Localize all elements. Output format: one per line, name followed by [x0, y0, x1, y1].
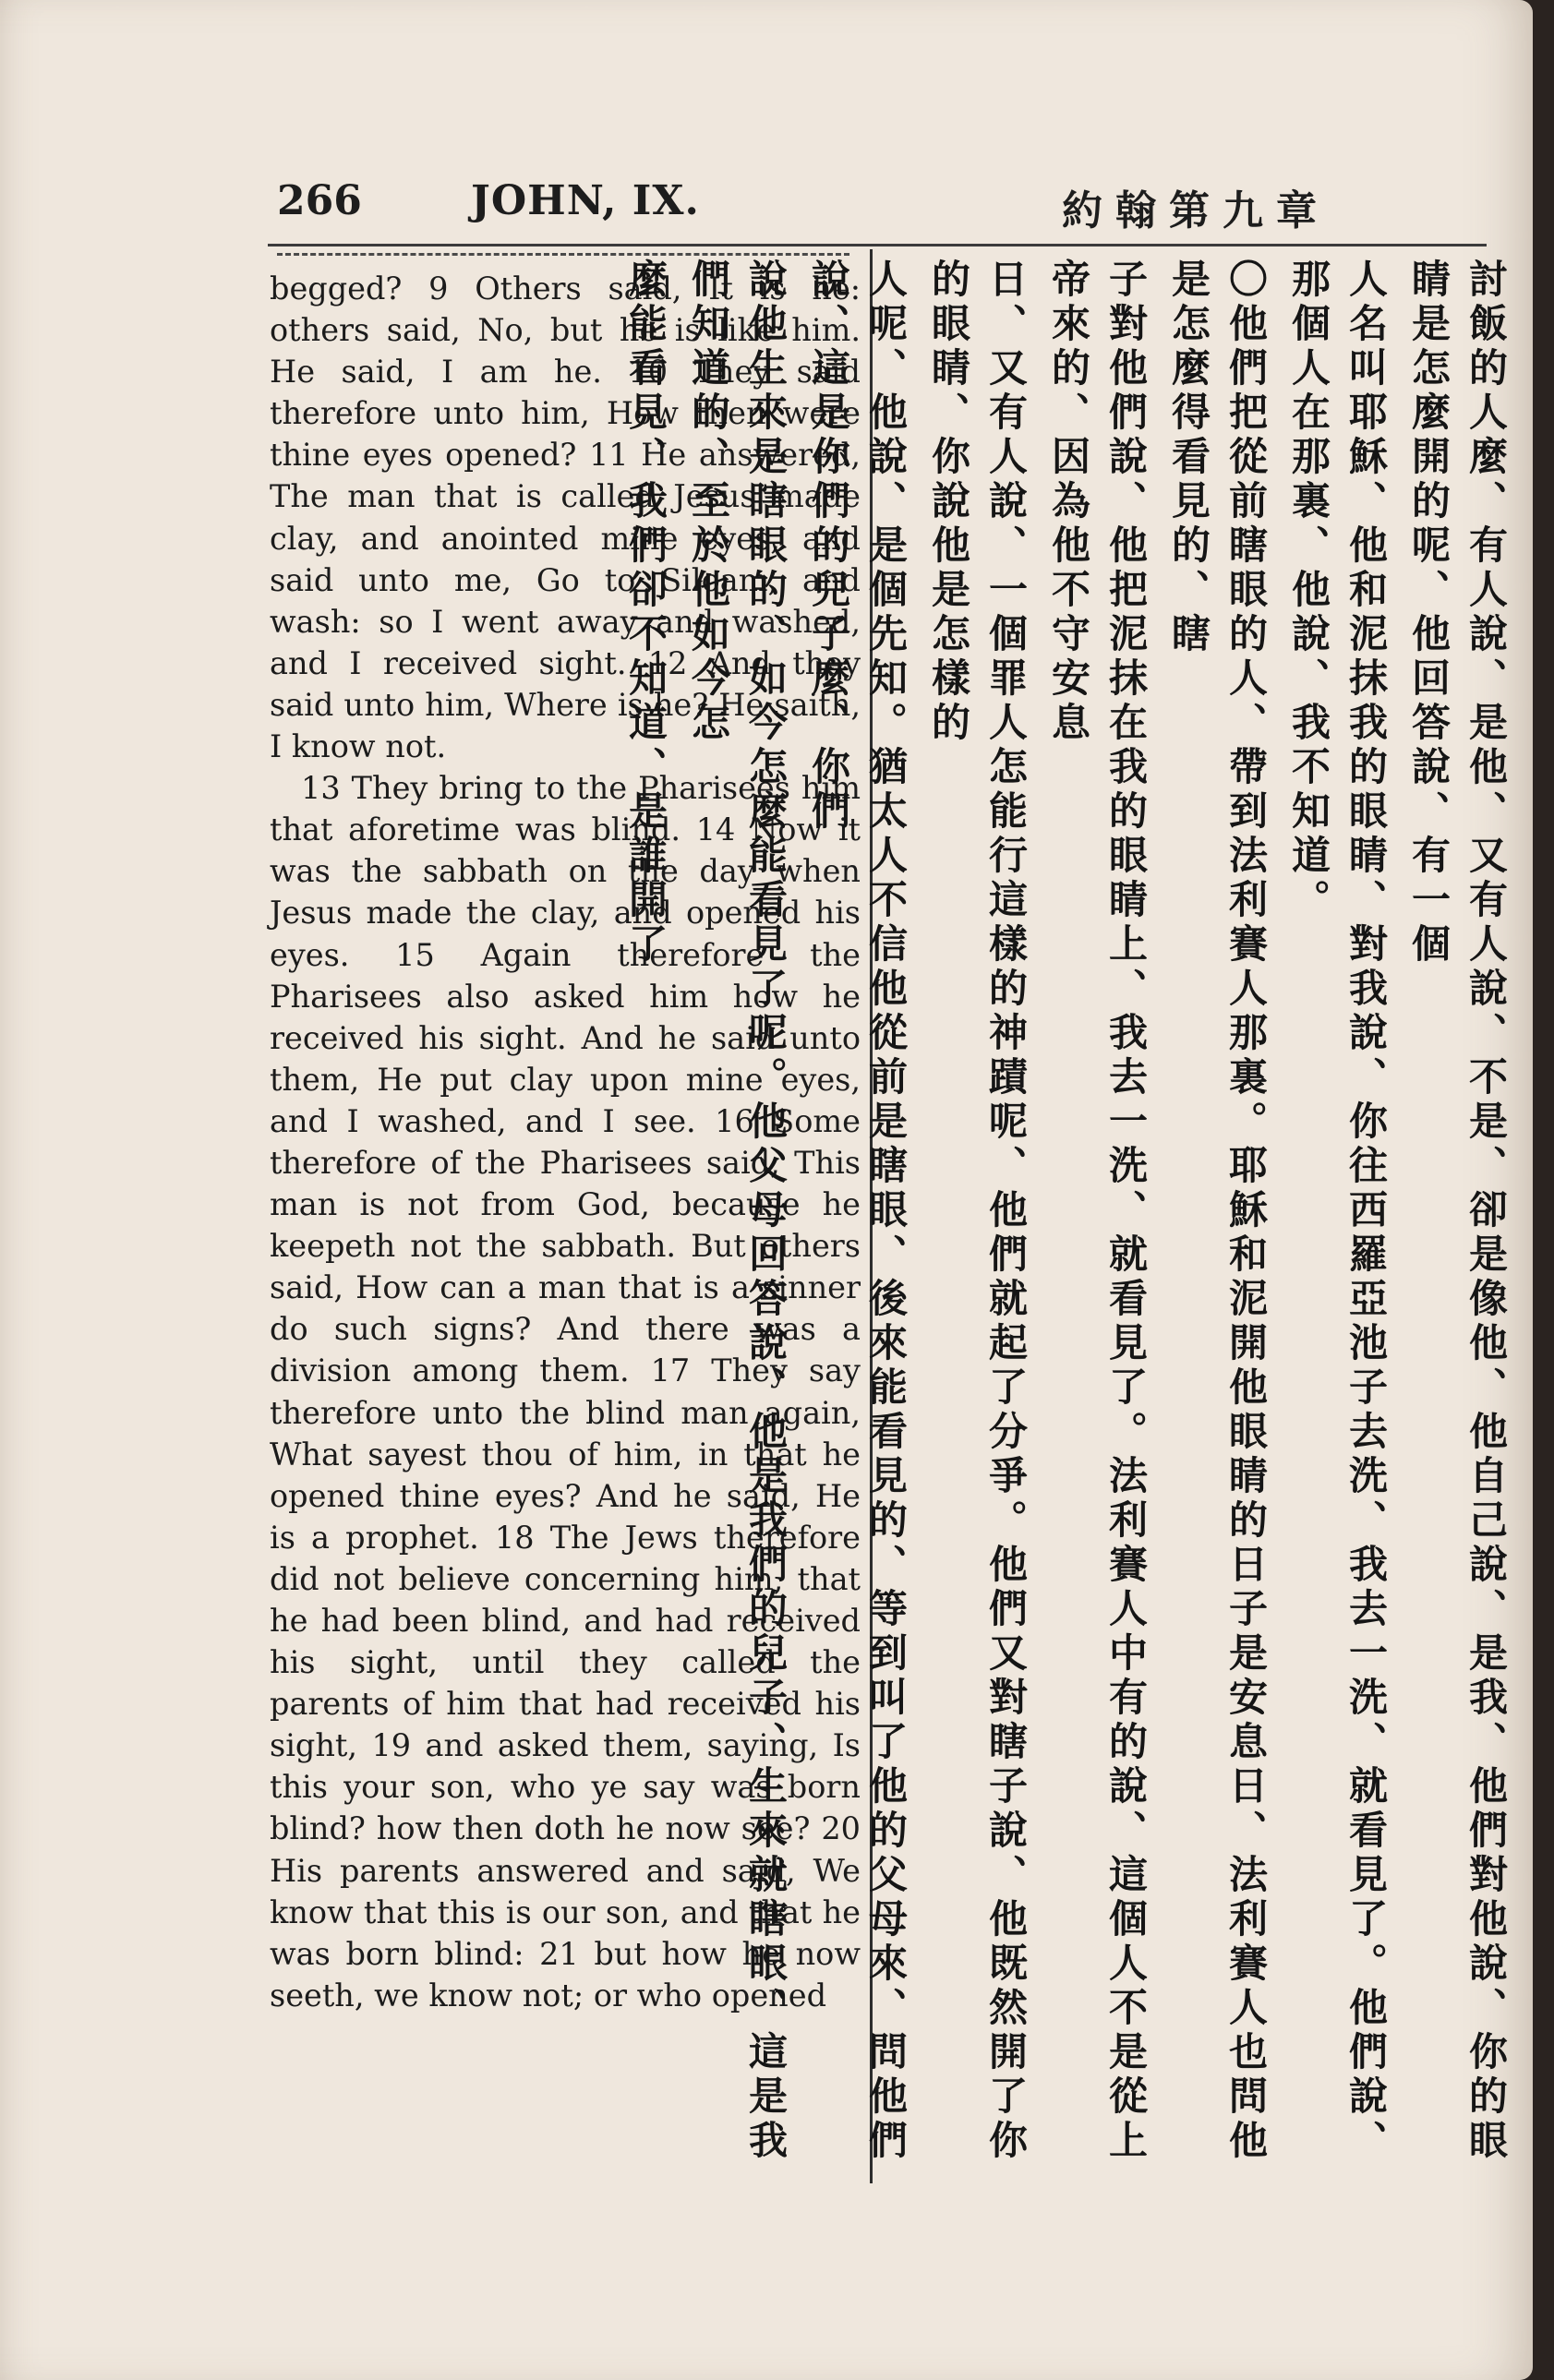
- chinese-line: 人呢、他說、是個先知。猶太人不信他從前是瞎眼、後來能看見的、等到叫了他的父母來、問他們說、這是你們的兒子麼、你們: [806, 258, 909, 2164]
- running-title-english: JOHN, IX.: [471, 177, 700, 224]
- header-rule: [268, 244, 1487, 246]
- chinese-line: 日、又有人說、一個罪人怎能行這樣的神蹟呢、他們就起了分爭。他們又對瞎子說、他既然開了你的眼睛、你說他是怎樣的: [926, 258, 1029, 2164]
- chinese-text-column: [623, 258, 1514, 2197]
- running-header: [277, 177, 1487, 233]
- chinese-line: 人名叫耶穌、他和泥抹我的眼睛、對我說、你往西羅亞池子去洗、我去一洗、就看見了。他們說、那個人在那裏、他說、我不知道。: [1286, 258, 1389, 2164]
- chinese-line: 〇他們把從前瞎眼的人、帶到法利賽人那裏。耶穌和泥開他眼睛的日子是安息日、法利賽人也問他是怎麼得看見的、瞎: [1166, 258, 1269, 2164]
- chinese-line: 子對他們說、他把泥抹在我的眼睛上、我去一洗、就看見了。法利賽人中有的說、這個人不是從上帝來的、因為他不守安息: [1046, 258, 1149, 2164]
- english-paragraph: begged? 9 Others said, It is he: others said, No, but he is like him. He said, I am he. 10 They said therefore unto him, How then were thine eyes opened? 11 He answered, The man that is called Jesus made clay, and anointed mine eyes, and said unto me, Go to Siloam, and wash: so I went away and washed, and I received sight. 12 And they said unto him, Where is he? He saith, I know not.: [270, 270, 861, 765]
- header-rule-dashed: [277, 253, 849, 256]
- page-number: 266: [277, 177, 362, 224]
- english-paragraph: 13 They bring to the Pharisees him that aforetime was blind. 14 Now it was the sabbath on the day when Jesus made the clay, and opened his eyes. 15 Again therefore the Pharisees also asked him how he received his sight. And he said unto them, He put clay upon mine eyes, and I washed, and I see. 16 Some therefore of the Pharisees said, This man is not from God, because he keepeth not the sabbath. But others said, How can a man that is a sinner do such signs? And there was a division among them. 17 They say therefore unto the blind man again, What sayest thou of him, in that he opened thine eyes? And he said, He is a prophet. 18 The Jews therefore did not believe concerning him, that he had been blind, and had received his sight, until they called the parents of him that had received his sight, 19 and asked them, saying, Is this your son, who ye say was born blind? how then doth he now see? 20 His parents answered and said, We know that this is our son, and that he was born blind: 21 but how he now seeth, we know not; or who opened: [270, 770, 861, 2013]
- page-edge-shadow: [1533, 0, 1554, 2380]
- chinese-line: 說他生來是瞎眼的、如今怎麼能看見了呢。他父母回答說、他是我們的兒子、生來就瞎眼、這是我們知道的、至於他如今怎: [686, 258, 789, 2164]
- chinese-line: 討飯的人麼、有人說、是他、又有人說、不是、卻是像他、他自己說、是我、他們對他說、你的眼睛是怎麼開的呢、他回答說、有一個: [1406, 258, 1509, 2164]
- running-title-chinese: 約翰第九章: [1062, 187, 1330, 234]
- chinese-line: 麼能看見、我們卻不知道、是誰開了: [623, 258, 669, 968]
